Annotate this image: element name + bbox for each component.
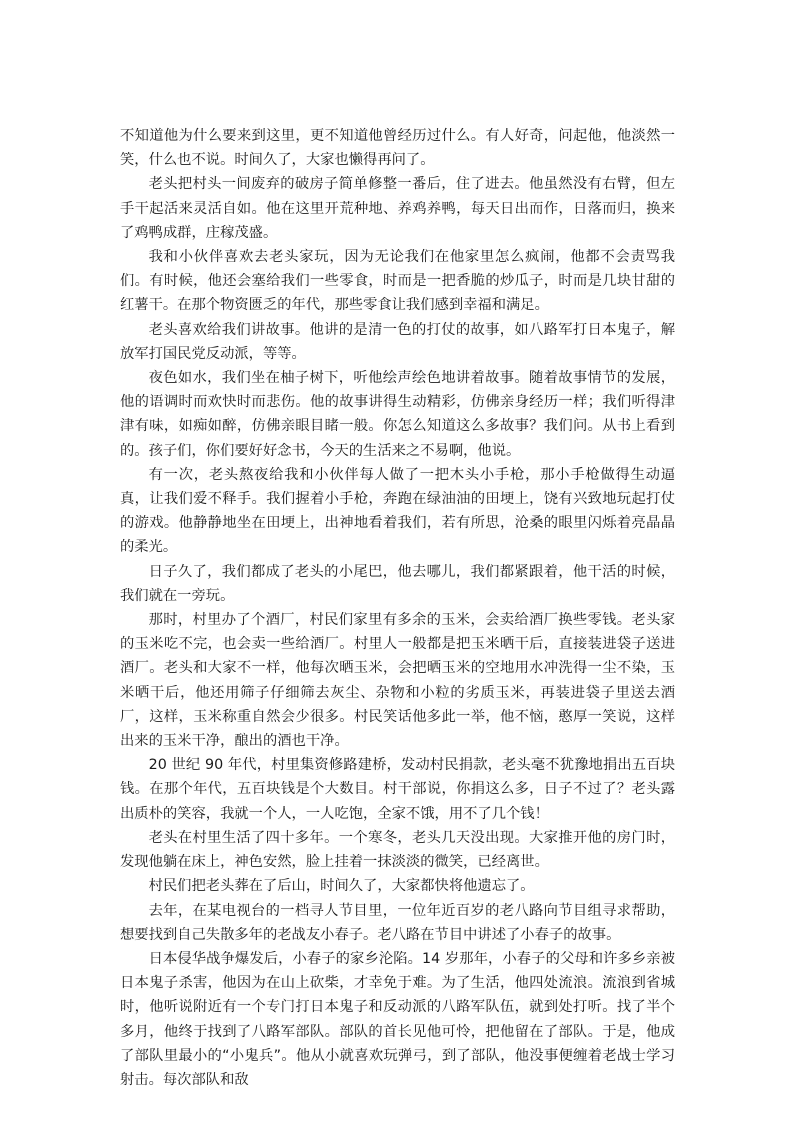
paragraph: 去年，在某电视台的一档寻人节目里，一位年近百岁的老八路向节目组寻求帮助，想要找到自己失散多年的老战友小春子。老八路在节目中讲述了小春子的故事。 <box>120 902 675 943</box>
document-body <box>120 124 675 1092</box>
paragraph: 日子久了，我们都成了老头的小尾巴，他去哪儿，我们都紧跟着，他干活的时候，我们就在一旁玩。 <box>120 563 675 604</box>
paragraph: 村民们把老头葬在了后山，时间久了，大家都快将他遗忘了。 <box>148 878 535 895</box>
paragraph: 不知道他为什么要来到这里，更不知道他曾经历过什么。有人好奇，问起他，他淡然一笑，什么也不说。时间久了，大家也懒得再问了。 <box>120 128 675 169</box>
paragraph: 老头把村头一间废弃的破房子简单修整一番后，住了进去。他虽然没有右臂，但左手干起活来灵活自如。他在这里开荒种地、养鸡养鸭，每天日出而作，日落而归，换来了鸡鸭成群，庄稼茂盛。 <box>120 176 675 241</box>
paragraph: 日本侵华战争爆发后，小春子的家乡沦陷。14 岁那年，小春子的父母和许多乡亲被日本鬼子杀害，他因为在山上砍柴，才幸免于难。为了生活，他四处流浪。流浪到省城时，他听说附近有一个专门打日本鬼子和反动派的八路军队伍，就到处打听。找了半个多月，他终于找到了八路军部队。部队的首长见他可怜，把他留在了部队。于是，他成了部队里最小的“小鬼兵”。他从小就喜欢玩弹弓，到了部队，他没事便缠着老战士学习射击。每次部队和敌 <box>120 950 675 1088</box>
paragraph: 夜色如水，我们坐在柚子树下，听他绘声绘色地讲着故事。随着故事情节的发展，他的语调时而欢快时而悲伤。他的故事讲得生动精彩，仿佛亲身经历一样；我们听得津津有味，如痴如醉，仿佛亲眼目睹一般。你怎么知道这么多故事？我们问。从书上看到的。孩子们，你们要好好念书，今天的生活来之不易啊，他说。 <box>120 370 675 459</box>
paragraph: 老头在村里生活了四十多年。一个寒冬，老头几天没出现。大家推开他的房门时，发现他躺在床上，神色安然，脸上挂着一抹淡淡的微笑，已经离世。 <box>120 829 675 871</box>
paragraph: 20 世纪 90 年代，村里集资修路建桥，发动村民捐款，老头毫不犹豫地捐出五百块钱。在那个年代，五百块钱是个大数目。村干部说，你捐这么多，日子不过了？老头露出质朴的笑容，我就一个人，一人吃饱，全家不饿，用不了几个钱！ <box>120 757 675 822</box>
paragraph: 那时，村里办了个酒厂，村民们家里有多余的玉米，会卖给酒厂换些零钱。老头家的玉米吃不完，也会卖一些给酒厂。村里人一般都是把玉米晒干后，直接装进袋子送进酒厂。老头和大家不一样，他每次晒玉米，会把晒玉米的空地用水冲洗得一尘不染，玉米晒干后，他还用筛子仔细筛去灰尘、杂物和小粒的劣质玉米，再装进袋子里送去酒厂，这样，玉米称重自然会少很多。村民笑话他多此一举，他不恼，憨厚一笑说，这样出来的玉米干净，酿出的酒也干净。 <box>120 612 675 750</box>
paragraph: 有一次，老头熬夜给我和小伙伴每人做了一把木头小手枪，那小手枪做得生动逼真，让我们爱不释手。我们握着小手枪，奔跑在绿油油的田埂上，饶有兴致地玩起打仗的游戏。他静静地坐在田埂上，出神地看着我们，若有所思，沧桑的眼里闪烁着亮晶晶的柔光。 <box>120 466 675 556</box>
paragraph: 老头喜欢给我们讲故事。他讲的是清一色的打仗的故事，如八路军打日本鬼子，解放军打国民党反动派，等等。 <box>120 321 675 362</box>
paragraph: 我和小伙伴喜欢去老头家玩，因为无论我们在他家里怎么疯闹，他都不会责骂我们。有时候，他还会塞给我们一些零食，时而是一把香脆的炒瓜子，时而是几块甘甜的红薯干。在那个物资匮乏的年代，那些零食让我们感到幸福和满足。 <box>120 249 675 314</box>
